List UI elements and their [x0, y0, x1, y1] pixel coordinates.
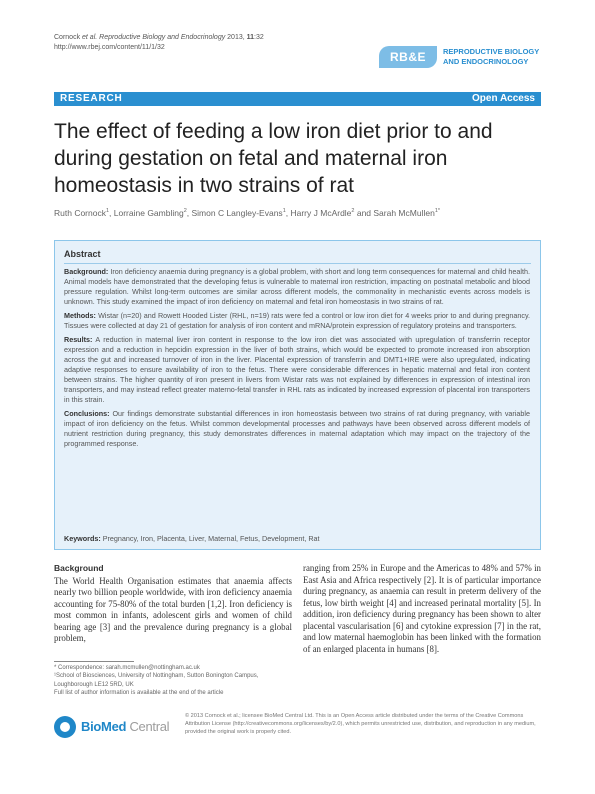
author[interactable]: Simon C Langley-Evans: [191, 207, 283, 218]
citation-authors: Cornock: [54, 34, 83, 41]
abstract-results: [64, 335, 530, 405]
abstract-conclusions: [64, 409, 530, 449]
author-affiliation: 2: [351, 208, 355, 214]
correspondence[interactable]: * Correspondence: sarah.mcmullen@nottingham.ac.uk: [54, 665, 200, 671]
section-heading-background: Background: [54, 563, 104, 573]
author[interactable]: Lorraine Gambling: [113, 207, 184, 218]
article-url[interactable]: http://www.rbej.com/content/11/1/32: [54, 44, 165, 51]
wordmark-med: Med: [101, 719, 127, 734]
open-access-label: Open Access: [472, 93, 535, 104]
abstract-results-label: Results:: [64, 335, 93, 344]
body-column-right: [303, 563, 541, 655]
citation-page: :32: [254, 34, 264, 41]
journal-name-line1: REPRODUCTIVE BIOLOGY: [443, 47, 540, 56]
citation-journal: et al. Reproductive Biology and Endocrinology: [82, 34, 226, 41]
biomed-central-wordmark: [81, 719, 169, 734]
biomed-central-logo[interactable]: [54, 714, 174, 738]
journal-logo-badge: RB&E: [379, 46, 437, 68]
biomed-central-icon: [54, 716, 76, 738]
citation-volume: 11: [246, 34, 255, 41]
wordmark-central: Central: [126, 719, 170, 734]
abstract-conclusions-label: Conclusions:: [64, 409, 110, 418]
affiliation: ¹School of Biosciences, University of Nottingham, Sutton Bonington Campus, Loughborough LE12 5RD, UK: [54, 673, 259, 688]
abstract-background-label: Background:: [64, 267, 109, 276]
abstract-heading: Abstract: [64, 249, 101, 259]
author-info-note: Full list of author information is available at the end of the article: [54, 689, 224, 696]
keywords-label: Keywords:: [64, 534, 101, 543]
abstract-body: [64, 267, 530, 453]
wordmark-bio: Bio: [81, 719, 102, 734]
keywords: [64, 534, 320, 543]
author-affiliation: 2: [183, 208, 187, 214]
section-label: RESEARCH: [60, 93, 123, 104]
author-affiliation: 1*: [434, 208, 441, 214]
abstract-results-text: A reduction in maternal liver iron content in response to the low iron diet was associated with upregulation of transferrin receptor expression and a reduction in hepcidin expression in the liver of both strains, which would be expected to promote increased iron absorption across the gut and increased turnover of iron in the liver. Placental expression of transferrin and DMT1+IRE were also upregulated, indicating adaptive responses to ensure availability of iron to the fetus. There were considerable differences in hepatic maternal and fetal iron content between strains. The higher quantity of iron present in livers from Wistar rats was not explained by differences in expression of intestinal iron transporters, and may instead reflect greater materno-fetal transfer in RHL rats as indicated by increased expression of placental iron transporters in this strain.: [64, 335, 530, 404]
author[interactable]: Ruth Cornock: [54, 207, 106, 218]
body-paragraph: The World Health Organisation estimates that anaemia affects nearly two billion people worldwide, with iron deficiency anaemia accounting for 75-80% of the total burden [1,2]. Iron deficiency is most common in infants, adolescent girls and women of child bearing age [3] and the prevalence during pregnancy is a global problem,: [54, 575, 292, 643]
author-affiliation: 1: [105, 208, 110, 214]
author-list: Ruth Cornock$^1$, Lorraine Gambling$^2$, Simon C Langley-Evans$^1$, Harry J McArdle$^2$ and Sarah McMullen$^{1*}$: [54, 207, 441, 218]
body-paragraph: ranging from 25% in Europe and the Americas to 48% and 57% in East Asia and Africa respectively [2]. It is of particular importance during pregnancy, as anaemia can result in preterm delivery of the fetus, low birth weight [4] and increased perinatal mortality [5]. In addition, iron deficiency during pregnancy has been shown to alter placental vascularisation [6] and cytokine expression [7] in the rat, and low maternal haemoglobin has been linked with the formation of an enlarged placenta in humans [8].: [303, 563, 541, 654]
abstract-box: [54, 240, 541, 550]
article-title: The effect of feeding a low iron diet prior to and during gestation on fetal and maternal iron homeostasis in two strains of rat: [54, 120, 493, 197]
body-column-left: [54, 563, 292, 645]
abstract-background-text: Iron deficiency anaemia during pregnancy is a global problem, with short and long term consequences for maternal and child health. Animal models have demonstrated that the developing fetus is vulnerable to maternal iron restriction, impacting on postnatal metabolic and blood pressure regulation. Whilst long-term outcomes are similar across different models, the commonality in mechanistic events across models is unknown. This study examined the impact of iron deficiency on maternal and fetal iron homeostasis in two strains of rat.: [64, 267, 530, 306]
footnotes: [54, 664, 294, 697]
journal-logo: [379, 38, 549, 76]
author[interactable]: Sarah McMullen: [373, 207, 435, 218]
abstract-background: [64, 267, 530, 307]
abstract-divider: [64, 263, 531, 264]
citation-year: 2013,: [225, 34, 247, 41]
section-bar: [54, 92, 541, 106]
keywords-text: Pregnancy, Iron, Placenta, Liver, Maternal, Fetus, Development, Rat: [100, 534, 320, 543]
author[interactable]: Harry J McArdle: [290, 207, 352, 218]
footnote-divider: [54, 661, 134, 662]
abstract-methods-label: Methods:: [64, 311, 96, 320]
citation-header: [54, 33, 264, 53]
abstract-methods-text: Wistar (n=20) and Rowett Hooded Lister (RHL, n=19) rats were fed a control or low iron diet for 4 weeks prior to and during pregnancy. Tissues were collected at day 21 of gestation for analysis of iron content and mRNA/protein expression of regulatory proteins and transporters.: [64, 311, 530, 330]
license-text: © 2013 Cornock et al.; licensee BioMed Central Ltd. This is an Open Access article distributed under the terms of the Creative Commons Attribution License (http://creativecommons.org/licenses/by/2.0), which permits unrestricted use, distribution, and reproduction in any medium, provided the original work is properly cited.: [185, 713, 536, 735]
journal-logo-text: [443, 47, 539, 67]
journal-name-line2: AND ENDOCRINOLOGY: [443, 57, 529, 66]
author-affiliation: 1: [282, 208, 286, 214]
author-conjunction: and: [354, 207, 374, 218]
citation-line: [54, 33, 264, 43]
abstract-conclusions-text: Our findings demonstrate substantial differences in iron homeostasis between two strains of rat during pregnancy, with variable impact of iron deficiency on the fetus. Whilst common developmental processes and pathways have been observed across different models of nutrient restriction during pregnancy, this study demonstrates differences in maternal adaptation which may impact on the trajectory of the programmed response.: [64, 409, 530, 448]
abstract-methods: [64, 311, 530, 331]
